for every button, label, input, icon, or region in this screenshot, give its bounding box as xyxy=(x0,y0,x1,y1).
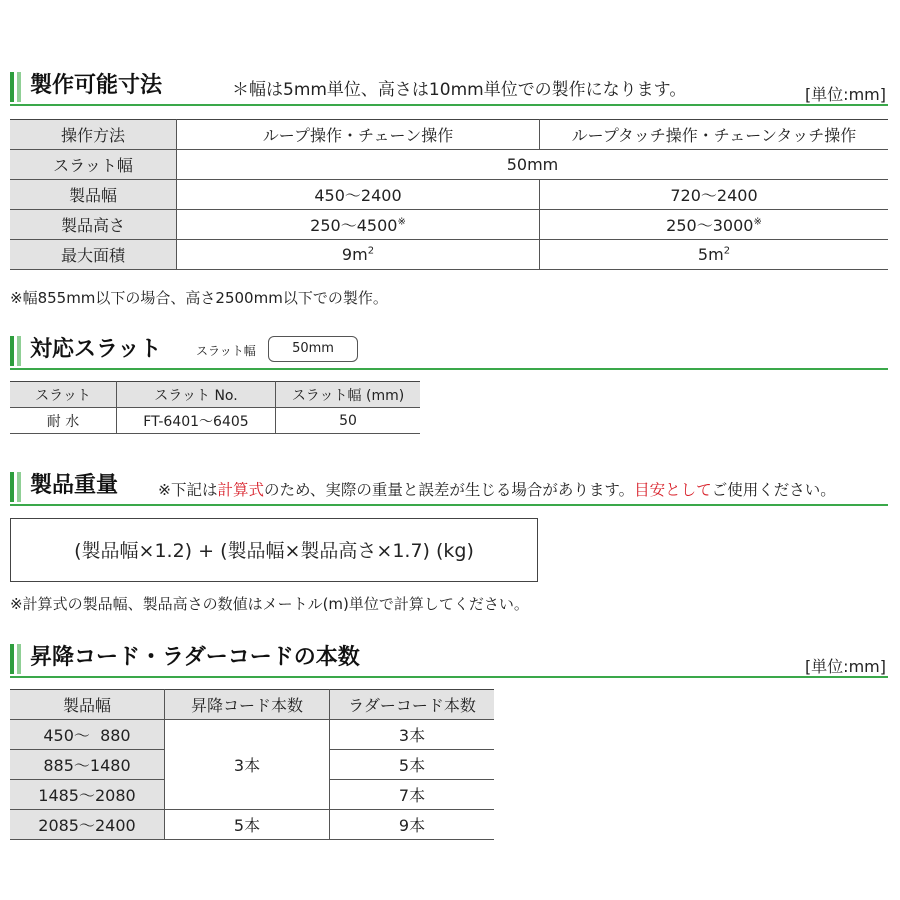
accent-bar-light xyxy=(17,72,21,102)
table-cell xyxy=(540,240,889,270)
dimensions-table xyxy=(10,119,888,270)
slat-width-value: 50mm xyxy=(177,150,889,180)
lift-cord-cell: 5本 xyxy=(165,810,330,840)
section-header-slat xyxy=(10,334,888,370)
note-emphasis: 計算式 xyxy=(217,481,265,499)
accent-bar xyxy=(10,72,14,102)
superscript: 2 xyxy=(723,245,731,257)
ladder-cord-cell: 7本 xyxy=(330,780,495,810)
table-cell xyxy=(540,210,889,240)
ladder-cord-cell: 3本 xyxy=(330,720,495,750)
cell-value: 9m xyxy=(341,245,368,264)
accent-bar-light xyxy=(17,644,21,674)
table-header-cell: 製品幅 xyxy=(10,690,165,720)
section-title: 昇降コード・ラダーコードの本数 xyxy=(30,645,360,670)
cord-count-table xyxy=(10,689,494,840)
dimension-footnote: ※幅855mm以下の場合、高さ2500mm以下での製作。 xyxy=(10,289,388,307)
table-header-cell: スラット xyxy=(10,382,117,408)
section-header-weight xyxy=(10,470,888,506)
table-cell: 50 xyxy=(276,408,421,434)
width-range-cell: 450～ 880 xyxy=(10,720,165,750)
slat-table xyxy=(10,381,420,434)
weight-note xyxy=(158,480,836,500)
size-unit-note: ＊幅は5mm単位、高さは10mm単位での製作になります。 xyxy=(232,80,687,100)
weight-formula: (製品幅×1.2) + (製品幅×製品高さ×1.7) (kg) xyxy=(10,518,538,582)
accent-bar xyxy=(10,336,14,366)
cell-value: 5m xyxy=(697,245,724,264)
footnote-mark: ※ xyxy=(397,216,406,228)
note-text: のため、実際の重量と誤差が生じる場合があります。 xyxy=(264,481,635,499)
unit-label: [単位:mm] xyxy=(804,85,886,104)
width-range-cell: 1485～2080 xyxy=(10,780,165,810)
table-header-cell: スラット No. xyxy=(117,382,276,408)
width-range-cell: 2085～2400 xyxy=(10,810,165,840)
ladder-cord-cell: 9本 xyxy=(330,810,495,840)
accent-bar xyxy=(10,644,14,674)
note-emphasis: 目安として xyxy=(634,481,712,499)
lift-cord-merged-cell: 3本 xyxy=(165,720,330,810)
table-cell: 450～2400 xyxy=(177,180,540,210)
table-cell xyxy=(177,210,540,240)
section-header-cords xyxy=(10,642,888,678)
table-cell: 720～2400 xyxy=(540,180,889,210)
cell-value: 250～3000 xyxy=(666,216,754,235)
unit-label: [単位:mm] xyxy=(804,657,886,676)
width-range-cell: 885～1480 xyxy=(10,750,165,780)
ladder-cord-cell: 5本 xyxy=(330,750,495,780)
formula-footnote: ※計算式の製品幅、製品高さの数値はメートル(m)単位で計算してください。 xyxy=(10,595,529,613)
accent-bar-light xyxy=(17,336,21,366)
table-header-cell: ラダーコード本数 xyxy=(330,690,495,720)
row-label: スラット幅 xyxy=(10,150,177,180)
row-label: 製品幅 xyxy=(10,180,177,210)
row-label: 最大面積 xyxy=(10,240,177,270)
row-label: 製品高さ xyxy=(10,210,177,240)
accent-bar-light xyxy=(17,472,21,502)
section-title: 製品重量 xyxy=(30,473,119,498)
section-header-dimensions xyxy=(10,70,888,106)
pill-label: スラット幅 xyxy=(196,344,256,358)
table-cell xyxy=(177,240,540,270)
accent-bar xyxy=(10,472,14,502)
slat-width-pill: 50mm xyxy=(268,336,358,362)
footnote-mark: ※ xyxy=(753,216,762,228)
cell-value: 250～4500 xyxy=(310,216,398,235)
table-cell: FT-6401～6405 xyxy=(117,408,276,434)
table-cell: 耐 水 xyxy=(10,408,117,434)
table-header-cell: スラット幅 (mm) xyxy=(276,382,421,408)
section-title: 製作可能寸法 xyxy=(30,73,163,98)
table-header-cell: 操作方法 xyxy=(10,120,177,150)
section-title: 対応スラット xyxy=(30,337,162,362)
table-header-cell: ループ操作・チェーン操作 xyxy=(177,120,540,150)
note-text: ※下記は xyxy=(158,481,218,499)
superscript: 2 xyxy=(367,245,375,257)
note-text: ご使用ください。 xyxy=(711,481,836,499)
table-header-cell: 昇降コード本数 xyxy=(165,690,330,720)
table-header-cell: ループタッチ操作・チェーンタッチ操作 xyxy=(540,120,889,150)
